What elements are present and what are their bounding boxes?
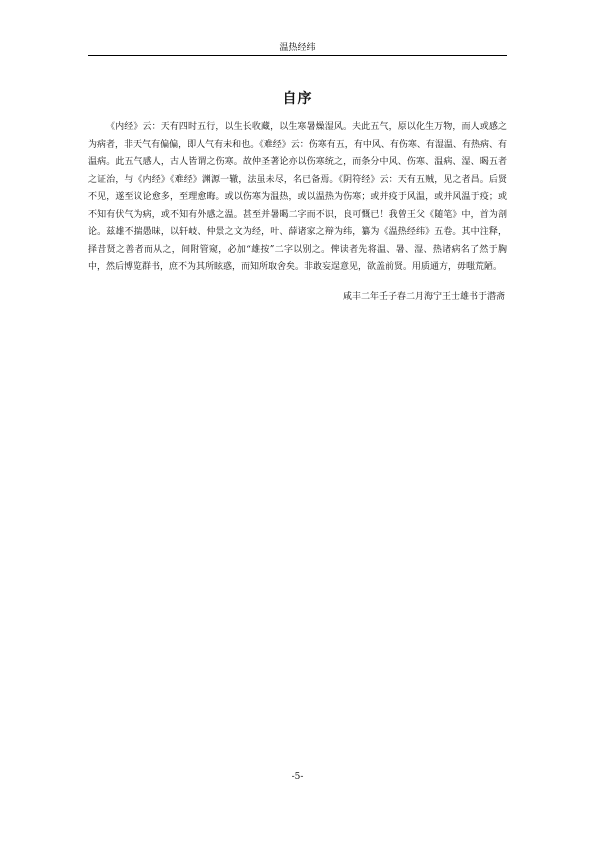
page-number: -5- [291, 772, 304, 782]
running-header: 温热经纬 [279, 43, 316, 53]
page-title: 自序 [282, 91, 313, 107]
author-signature: 咸丰二年壬子春二月海宁王士雄书于潜斋 [342, 292, 505, 302]
header-divider [88, 55, 507, 56]
preface-paragraph: 《内经》云：天有四时五行，以生长收藏，以生寒暑燥湿风。夫此五气，原以化生万物，而人或感之为病者，非天气有偏偏，即人气有未和也。《难经》云：伤寒有五，有中风、有伤寒、有湿温、有热病、有温病。此五气感人，古人皆谓之伤寒。故仲圣著论亦以伤寒统之，而条分中风、伤寒、温病、湿、暍五者之证治，与《内经》《难经》渊源一辙，法虽未尽，名已备焉。《阴符经》云：天有五贼，见之者昌。后贤不见，遂至议论愈多，至理愈晦。或以伤寒为温热，或以温热为伤寒；或并疫于风温，或并风温于疫；或不知有伏气为病，或不知有外感之温。甚至并暑暍二字而不识，良可慨已！我曾王父《随笔》中，首为剖论。兹雄不揣愚昧，以轩岐、仲景之文为经，叶、薛诸家之辩为纬，纂为《温热经纬》五卷。其中注释，择昔贤之善者而从之，间附管窥，必加“雄按”二字以别之。俾读者先将温、暑、湿、热诸病名了然于胸中，然后博览群书，庶不为其所眩惑，而知所取舍矣。非敢妄逞意见，欲盖前贤。用质通方，毋嗤荒陋。 [88, 122, 507, 272]
